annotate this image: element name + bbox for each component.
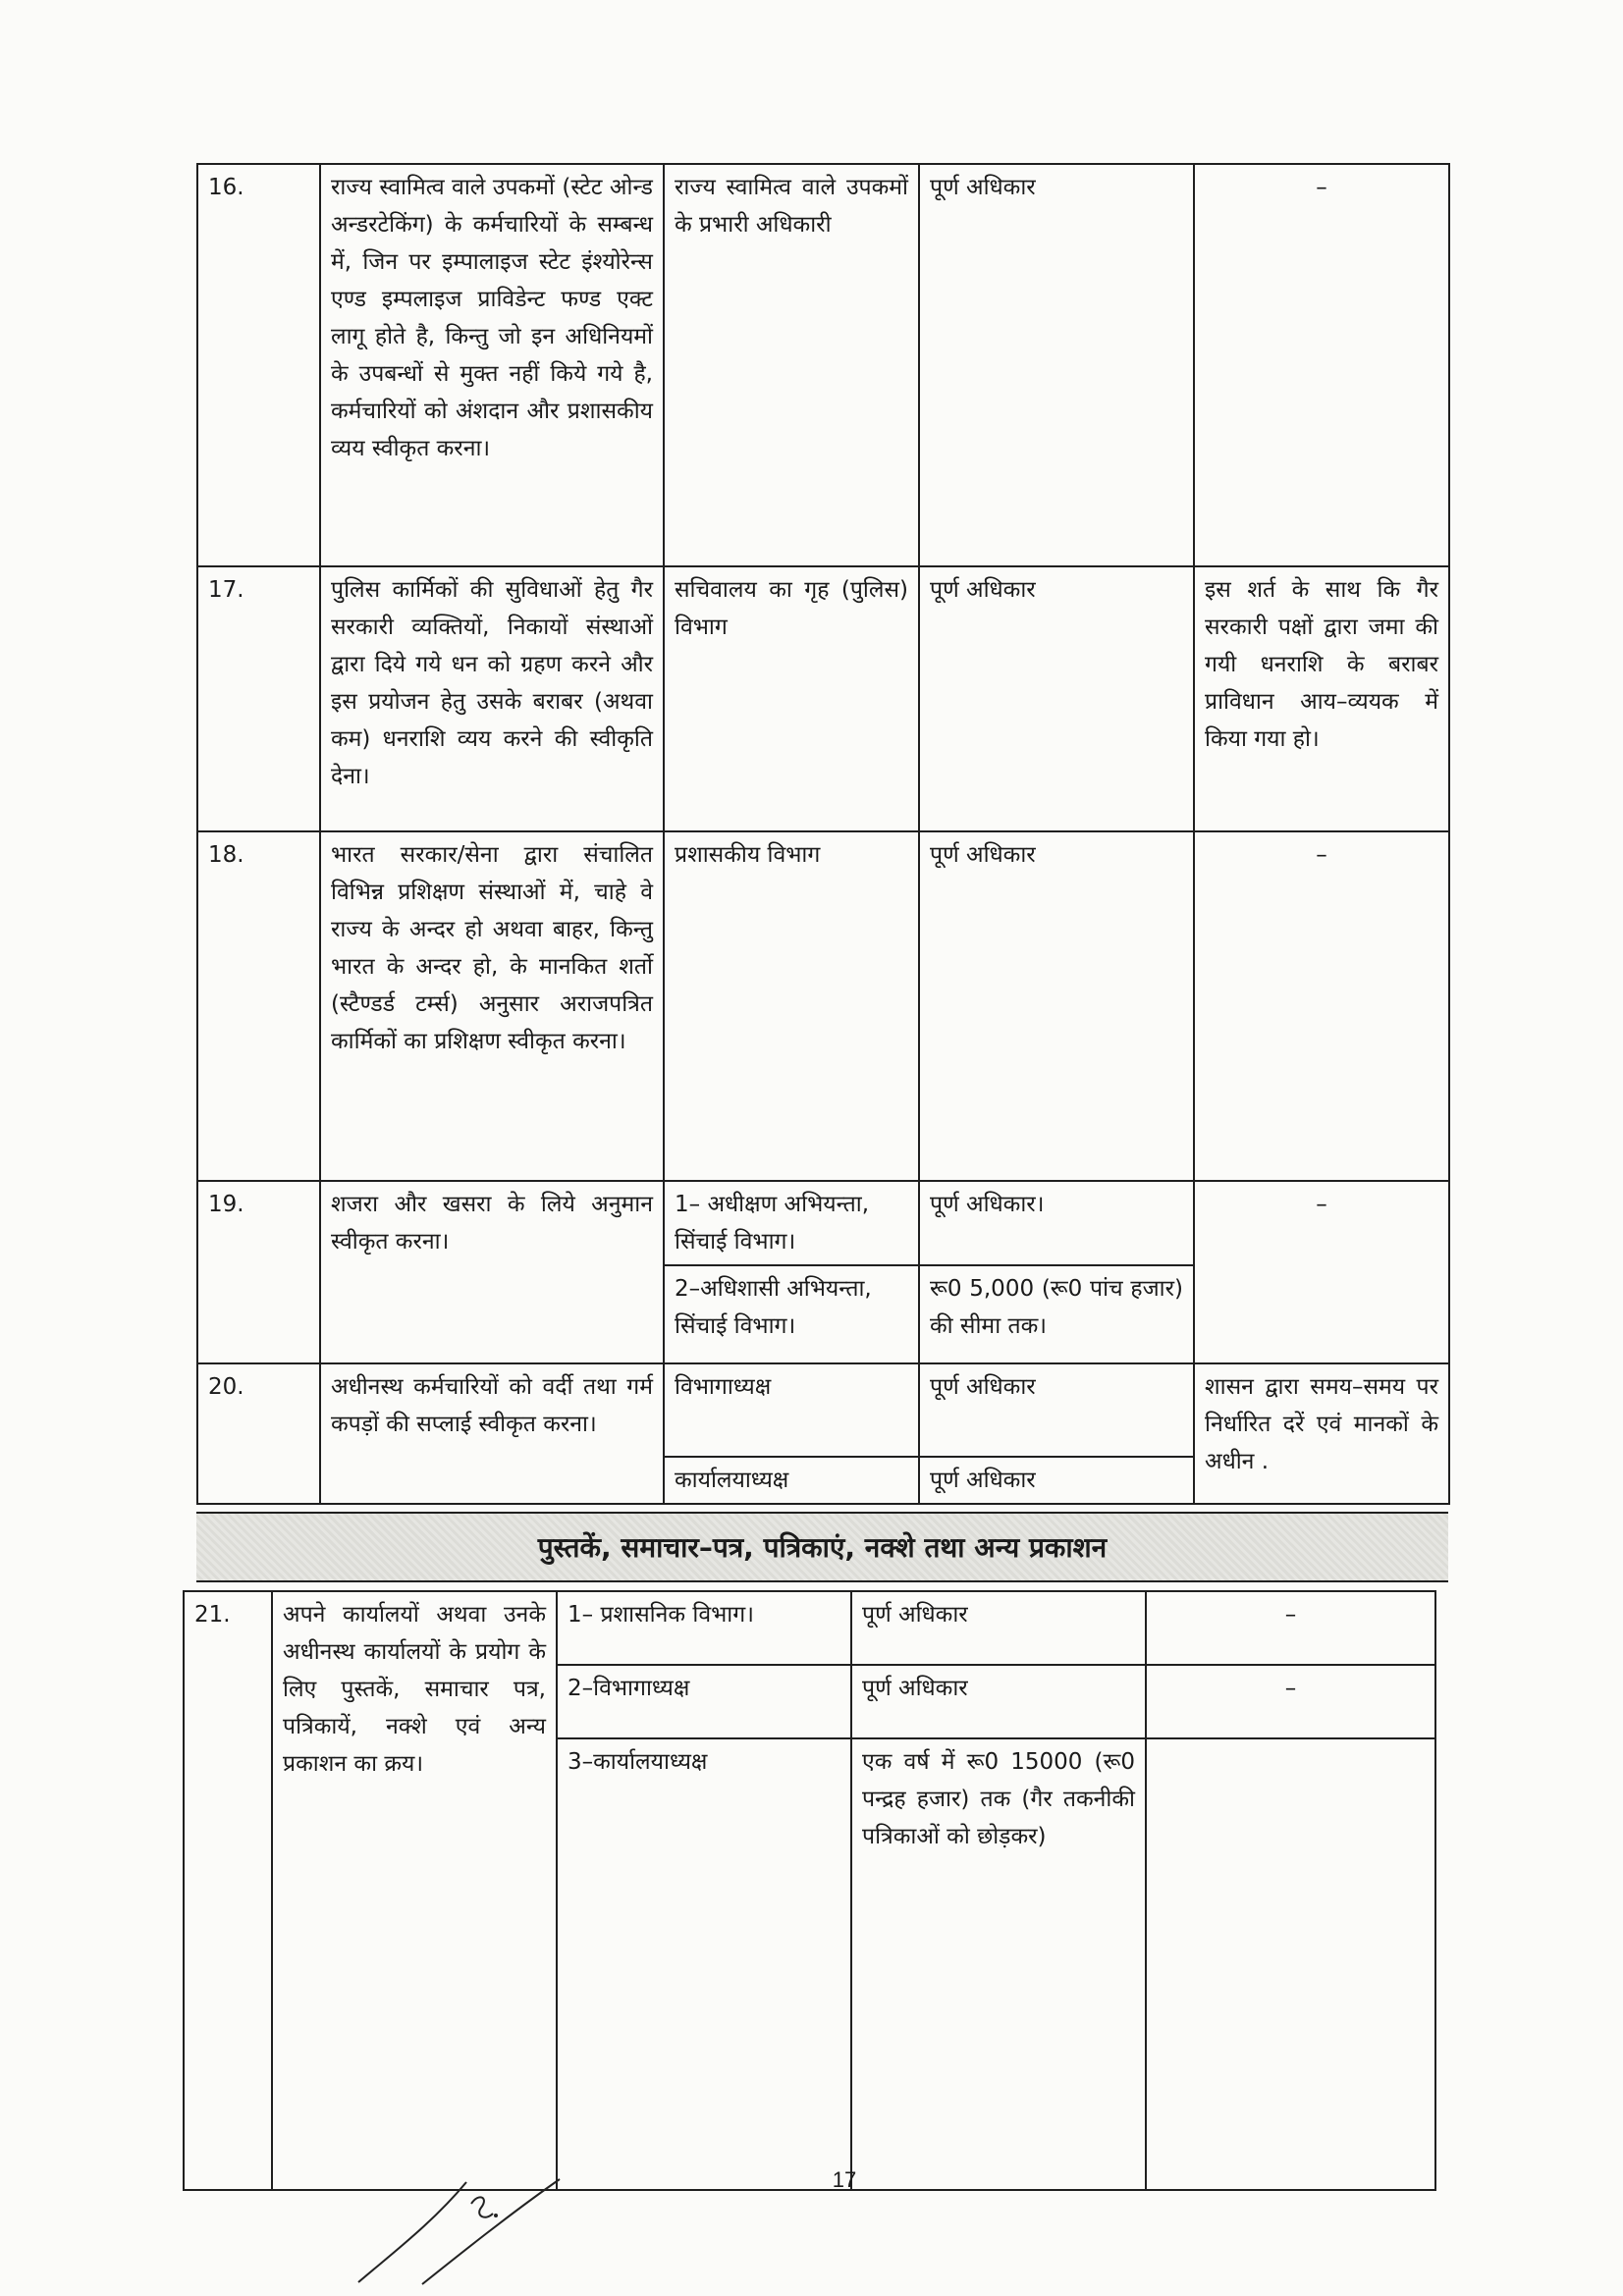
row-extent: पूर्ण अधिकार	[919, 1457, 1194, 1504]
row-authority: कार्यालयाध्यक्ष	[664, 1457, 919, 1504]
row-authority: 1– अधीक्षण अभियन्ता, सिंचाई विभाग।	[664, 1181, 919, 1265]
table-row	[197, 566, 1449, 831]
row-authority: सचिवालय का गृह (पुलिस) विभाग	[664, 566, 919, 831]
row-extent: पूर्ण अधिकार	[851, 1591, 1146, 1665]
row-extent: एक वर्ष में रू0 15000 (रू0 पन्द्रह हजार) तक (गैर तकनीकी पत्रिकाओं को छोड़कर)	[851, 1738, 1146, 2190]
powers-table-lower	[183, 1590, 1436, 2191]
row-number: 18.	[197, 831, 320, 1181]
row-extent: पूर्ण अधिकार	[919, 1363, 1194, 1457]
row-authority: राज्य स्वामित्व वाले उपकमों के प्रभारी अधिकारी	[664, 164, 919, 566]
row-authority: 1– प्रशासनिक विभाग।	[557, 1591, 851, 1665]
page-number: 17	[832, 2167, 857, 2192]
row-condition: –	[1194, 831, 1449, 1181]
table-row	[197, 831, 1449, 1181]
row-number: 21.	[184, 1591, 272, 2190]
section-heading: पुस्तकें, समाचार–पत्र, पत्रिकाएं, नक्शे तथा अन्य प्रकाशन	[196, 1512, 1448, 1582]
table-row	[184, 1591, 1435, 1665]
table-row	[197, 164, 1449, 566]
table-row	[197, 1363, 1449, 1457]
row-description: पुलिस कार्मिकों की सुविधाओं हेतु गैर सरकारी व्यक्तियों, निकायों संस्थाओं द्वारा दिये गये धन को ग्रहण करने और इस प्रयोजन हेतु उसके बराबर (अथवा कम) धनराशि व्यय करने की स्वीकृति देना।	[320, 566, 664, 831]
powers-table-upper	[196, 163, 1450, 1505]
row-number: 16.	[197, 164, 320, 566]
row-condition: –	[1194, 1181, 1449, 1363]
row-extent: पूर्ण अधिकार	[919, 831, 1194, 1181]
row-condition	[1146, 1738, 1435, 2190]
row-extent: पूर्ण अधिकार।	[919, 1181, 1194, 1265]
row-authority: विभागाध्यक्ष	[664, 1363, 919, 1457]
row-number: 19.	[197, 1181, 320, 1363]
row-condition: –	[1146, 1665, 1435, 1738]
row-condition: –	[1146, 1591, 1435, 1665]
row-authority: 2–विभागाध्यक्ष	[557, 1665, 851, 1738]
row-authority: 2–अधिशासी अभियन्ता, सिंचाई विभाग।	[664, 1265, 919, 1363]
row-extent: रू0 5,000 (रू0 पांच हजार) की सीमा तक।	[919, 1265, 1194, 1363]
row-authority: 3–कार्यालयाध्यक्ष	[557, 1738, 851, 2190]
row-description: शजरा और खसरा के लिये अनुमान स्वीकृत करना।	[320, 1181, 664, 1363]
row-description: भारत सरकार/सेना द्वारा संचालित विभिन्न प्रशिक्षण संस्थाओं में, चाहे वे राज्य के अन्दर हो अथवा बाहर, किन्तु भारत के अन्दर हो, के मानकित शर्तो (स्टैण्डर्ड टर्म्स) अनुसार अराजपत्रित कार्मिकों का प्रशिक्षण स्वीकृत करना।	[320, 831, 664, 1181]
row-authority: प्रशासकीय विभाग	[664, 831, 919, 1181]
table-row	[197, 1181, 1449, 1265]
row-condition: –	[1194, 164, 1449, 566]
row-extent: पूर्ण अधिकार	[919, 566, 1194, 831]
row-condition: इस शर्त के साथ कि गैर सरकारी पक्षों द्वारा जमा की गयी धनराशि के बराबर प्राविधान आय–व्ययक में किया गया हो।	[1194, 566, 1449, 831]
row-number: 20.	[197, 1363, 320, 1504]
row-description: राज्य स्वामित्व वाले उपकमों (स्टेट ओन्ड अन्डरटेकिंग) के कर्मचारियों के सम्बन्ध में, जिन पर इम्पालाइज स्टेट इंश्योरेन्स एण्ड इम्पलाइज प्राविडेन्ट फण्ड एक्ट लागू होते है, किन्तु जो इन अधिनियमों के उपबन्धों से मुक्त नहीं किये गये है, कर्मचारियों को अंशदान और प्रशासकीय व्यय स्वीकृत करना।	[320, 164, 664, 566]
signature-mark	[353, 2174, 589, 2287]
row-description: अधीनस्थ कर्मचारियों को वर्दी तथा गर्म कपड़ों की सप्लाई स्वीकृत करना।	[320, 1363, 664, 1504]
row-extent: पूर्ण अधिकार	[919, 164, 1194, 566]
row-description: अपने कार्यालयों अथवा उनके अधीनस्थ कार्यालयों के प्रयोग के लिए पुस्तकें, समाचार पत्र, पत्रिकायें, नक्शे एवं अन्य प्रकाशन का क्रय।	[272, 1591, 557, 2190]
row-number: 17.	[197, 566, 320, 831]
row-extent: पूर्ण अधिकार	[851, 1665, 1146, 1738]
row-condition: शासन द्वारा समय–समय पर निर्धारित दरें एवं मानकों के अधीन .	[1194, 1363, 1449, 1504]
